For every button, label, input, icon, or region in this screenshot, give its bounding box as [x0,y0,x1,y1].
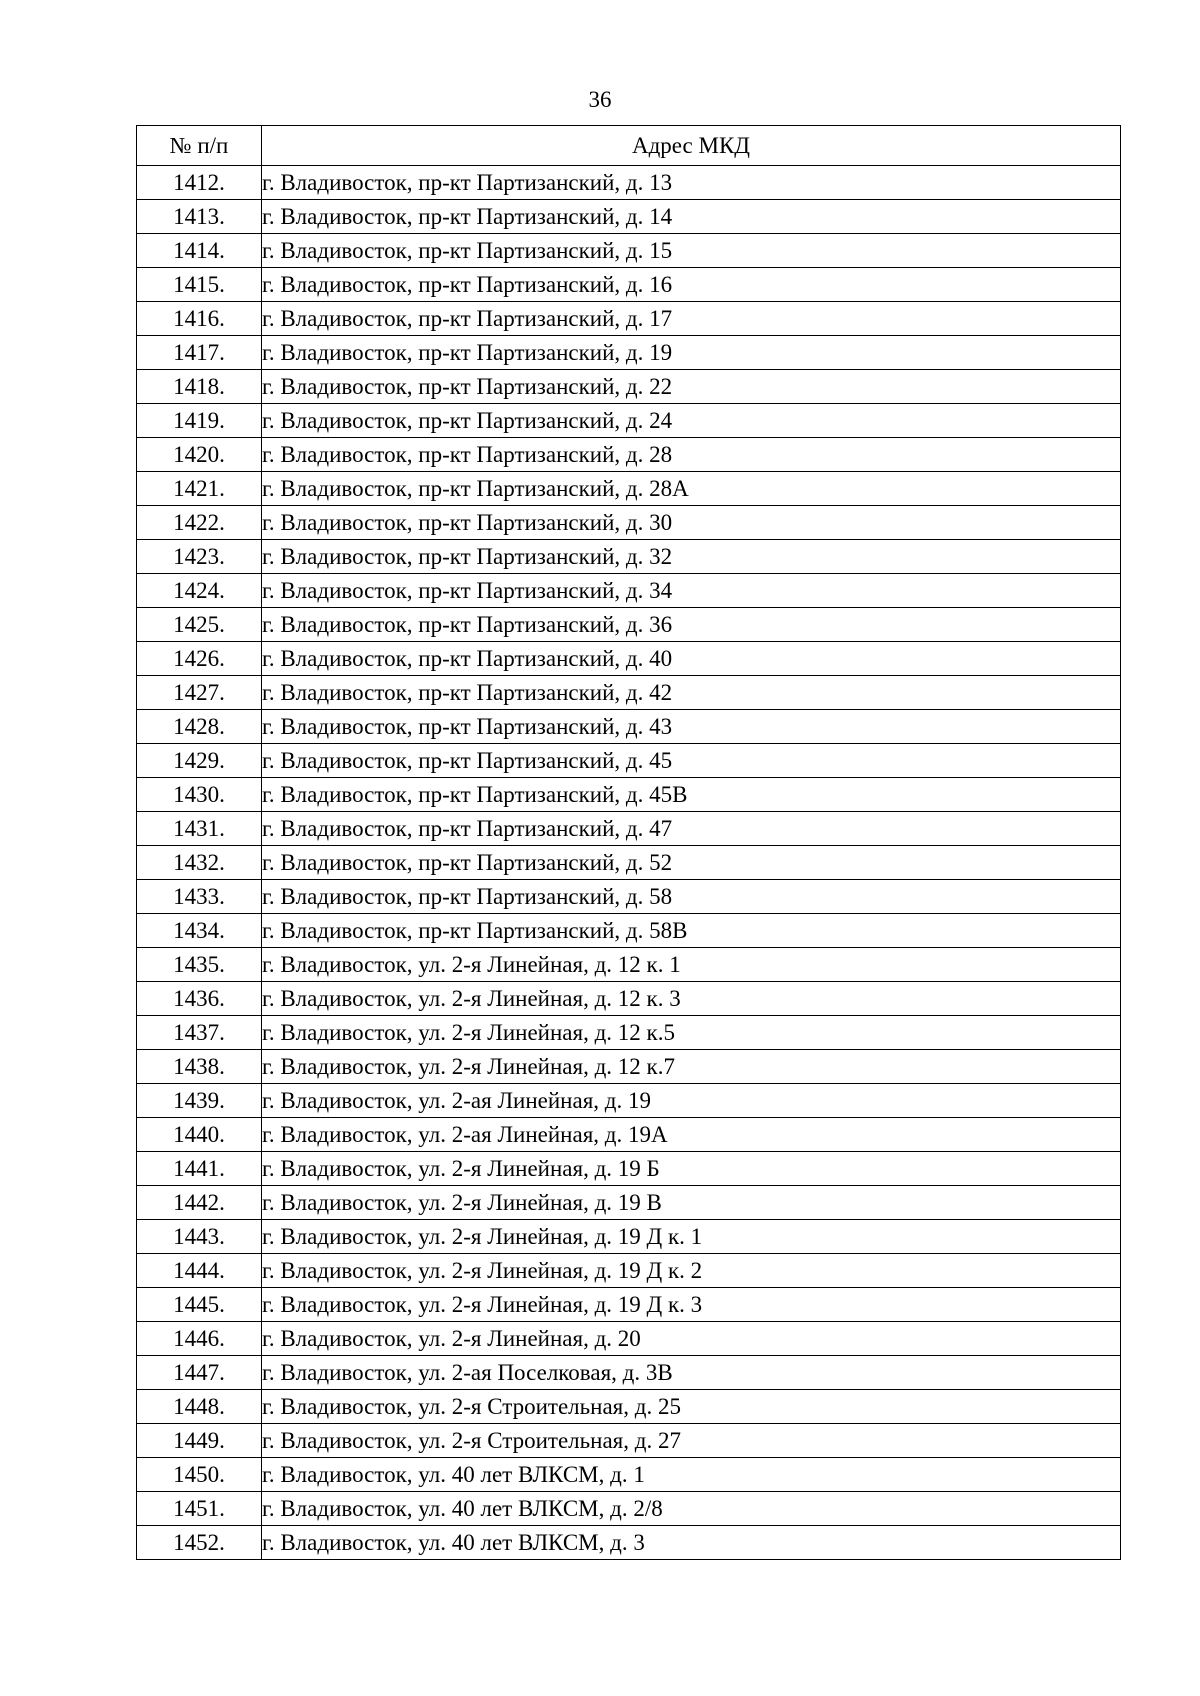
row-number-cell: 1450. [137,1458,262,1492]
row-address-cell: г. Владивосток, ул. 2-я Линейная, д. 19 Д к. 2 [262,1254,1121,1288]
row-number-cell: 1437. [137,1016,262,1050]
row-address-cell: г. Владивосток, ул. 2-я Линейная, д. 12 к.7 [262,1050,1121,1084]
column-header-number: № п/п [137,126,262,166]
row-number-cell: 1419. [137,404,262,438]
table-row [137,846,1121,880]
table-row [137,914,1121,948]
row-number-cell: 1426. [137,642,262,676]
table-row [137,948,1121,982]
row-address-cell: г. Владивосток, пр-кт Партизанский, д. 32 [262,540,1121,574]
table-row [137,1288,1121,1322]
row-address-cell: г. Владивосток, пр-кт Партизанский, д. 58В [262,914,1121,948]
row-address-cell: г. Владивосток, пр-кт Партизанский, д. 34 [262,574,1121,608]
row-address-cell: г. Владивосток, ул. 2-ая Поселковая, д. 3В [262,1356,1121,1390]
row-address-cell: г. Владивосток, пр-кт Партизанский, д. 28А [262,472,1121,506]
row-number-cell: 1425. [137,608,262,642]
table-row [137,302,1121,336]
row-number-cell: 1417. [137,336,262,370]
row-number-cell: 1443. [137,1220,262,1254]
row-number-cell: 1413. [137,200,262,234]
row-number-cell: 1422. [137,506,262,540]
row-number-cell: 1447. [137,1356,262,1390]
row-address-cell: г. Владивосток, пр-кт Партизанский, д. 52 [262,846,1121,880]
row-number-cell: 1414. [137,234,262,268]
row-number-cell: 1415. [137,268,262,302]
row-number-cell: 1445. [137,1288,262,1322]
table-row [137,1390,1121,1424]
row-number-cell: 1438. [137,1050,262,1084]
table-row [137,268,1121,302]
row-address-cell: г. Владивосток, ул. 2-ая Линейная, д. 19А [262,1118,1121,1152]
table-row [137,1220,1121,1254]
row-address-cell: г. Владивосток, пр-кт Партизанский, д. 17 [262,302,1121,336]
row-address-cell: г. Владивосток, пр-кт Партизанский, д. 58 [262,880,1121,914]
row-number-cell: 1449. [137,1424,262,1458]
row-address-cell: г. Владивосток, пр-кт Партизанский, д. 40 [262,642,1121,676]
row-number-cell: 1436. [137,982,262,1016]
table-row [137,234,1121,268]
row-number-cell: 1420. [137,438,262,472]
row-address-cell: г. Владивосток, ул. 2-я Линейная, д. 19 Д к. 3 [262,1288,1121,1322]
row-address-cell: г. Владивосток, пр-кт Партизанский, д. 43 [262,710,1121,744]
row-address-cell: г. Владивосток, пр-кт Партизанский, д. 13 [262,166,1121,200]
table-row [137,1118,1121,1152]
table-row [137,540,1121,574]
row-number-cell: 1433. [137,880,262,914]
table-row [137,438,1121,472]
row-number-cell: 1441. [137,1152,262,1186]
table-row [137,1322,1121,1356]
table-row [137,1526,1121,1560]
row-address-cell: г. Владивосток, ул. 40 лет ВЛКСМ, д. 3 [262,1526,1121,1560]
row-number-cell: 1435. [137,948,262,982]
row-number-cell: 1423. [137,540,262,574]
row-address-cell: г. Владивосток, ул. 2-я Линейная, д. 12 к. 3 [262,982,1121,1016]
row-address-cell: г. Владивосток, пр-кт Партизанский, д. 45 [262,744,1121,778]
row-number-cell: 1442. [137,1186,262,1220]
row-address-cell: г. Владивосток, ул. 2-я Строительная, д. 25 [262,1390,1121,1424]
row-address-cell: г. Владивосток, пр-кт Партизанский, д. 42 [262,676,1121,710]
table-row [137,710,1121,744]
row-address-cell: г. Владивосток, пр-кт Партизанский, д. 24 [262,404,1121,438]
row-address-cell: г. Владивосток, ул. 40 лет ВЛКСМ, д. 1 [262,1458,1121,1492]
row-number-cell: 1416. [137,302,262,336]
row-address-cell: г. Владивосток, ул. 2-я Линейная, д. 12 к. 1 [262,948,1121,982]
row-address-cell: г. Владивосток, пр-кт Партизанский, д. 45В [262,778,1121,812]
row-number-cell: 1427. [137,676,262,710]
row-number-cell: 1439. [137,1084,262,1118]
row-number-cell: 1431. [137,812,262,846]
row-number-cell: 1432. [137,846,262,880]
row-address-cell: г. Владивосток, пр-кт Партизанский, д. 14 [262,200,1121,234]
table-row [137,608,1121,642]
table-row [137,1152,1121,1186]
table-row [137,744,1121,778]
row-address-cell: г. Владивосток, пр-кт Партизанский, д. 36 [262,608,1121,642]
row-address-cell: г. Владивосток, ул. 2-ая Линейная, д. 19 [262,1084,1121,1118]
row-address-cell: г. Владивосток, пр-кт Партизанский, д. 19 [262,336,1121,370]
row-address-cell: г. Владивосток, ул. 2-я Линейная, д. 20 [262,1322,1121,1356]
table-row [137,1016,1121,1050]
page-number: 36 [588,87,612,112]
table-row [137,1050,1121,1084]
row-address-cell: г. Владивосток, ул. 40 лет ВЛКСМ, д. 2/8 [262,1492,1121,1526]
row-address-cell: г. Владивосток, ул. 2-я Линейная, д. 12 к.5 [262,1016,1121,1050]
row-address-cell: г. Владивосток, пр-кт Партизанский, д. 16 [262,268,1121,302]
table-row [137,1084,1121,1118]
table-row [137,370,1121,404]
row-address-cell: г. Владивосток, ул. 2-я Линейная, д. 19 Б [262,1152,1121,1186]
table-header-row [137,126,1121,166]
row-number-cell: 1412. [137,166,262,200]
table-row [137,1492,1121,1526]
row-number-cell: 1440. [137,1118,262,1152]
row-address-cell: г. Владивосток, пр-кт Партизанский, д. 22 [262,370,1121,404]
table-row [137,1186,1121,1220]
row-number-cell: 1430. [137,778,262,812]
table-row [137,880,1121,914]
table-row [137,1458,1121,1492]
row-address-cell: г. Владивосток, пр-кт Партизанский, д. 47 [262,812,1121,846]
row-address-cell: г. Владивосток, пр-кт Партизанский, д. 30 [262,506,1121,540]
table-row [137,1356,1121,1390]
row-number-cell: 1448. [137,1390,262,1424]
row-number-cell: 1434. [137,914,262,948]
table-row [137,166,1121,200]
address-table [136,125,1121,1560]
table-row [137,472,1121,506]
table-row [137,642,1121,676]
row-number-cell: 1424. [137,574,262,608]
row-number-cell: 1451. [137,1492,262,1526]
table-body [137,166,1121,1560]
table-row [137,404,1121,438]
table-row [137,336,1121,370]
row-number-cell: 1429. [137,744,262,778]
row-number-cell: 1446. [137,1322,262,1356]
row-address-cell: г. Владивосток, ул. 2-я Линейная, д. 19 Д к. 1 [262,1220,1121,1254]
table-row [137,1254,1121,1288]
table-row [137,574,1121,608]
table-row [137,1424,1121,1458]
row-number-cell: 1418. [137,370,262,404]
table-row [137,812,1121,846]
row-number-cell: 1421. [137,472,262,506]
table-row [137,676,1121,710]
row-address-cell: г. Владивосток, пр-кт Партизанский, д. 28 [262,438,1121,472]
column-header-address: Адрес МКД [262,126,1121,166]
table-row [137,200,1121,234]
row-address-cell: г. Владивосток, ул. 2-я Линейная, д. 19 В [262,1186,1121,1220]
row-address-cell: г. Владивосток, ул. 2-я Строительная, д. 27 [262,1424,1121,1458]
row-number-cell: 1428. [137,710,262,744]
table-row [137,982,1121,1016]
row-number-cell: 1444. [137,1254,262,1288]
row-address-cell: г. Владивосток, пр-кт Партизанский, д. 15 [262,234,1121,268]
table-row [137,506,1121,540]
table-row [137,778,1121,812]
row-number-cell: 1452. [137,1526,262,1560]
